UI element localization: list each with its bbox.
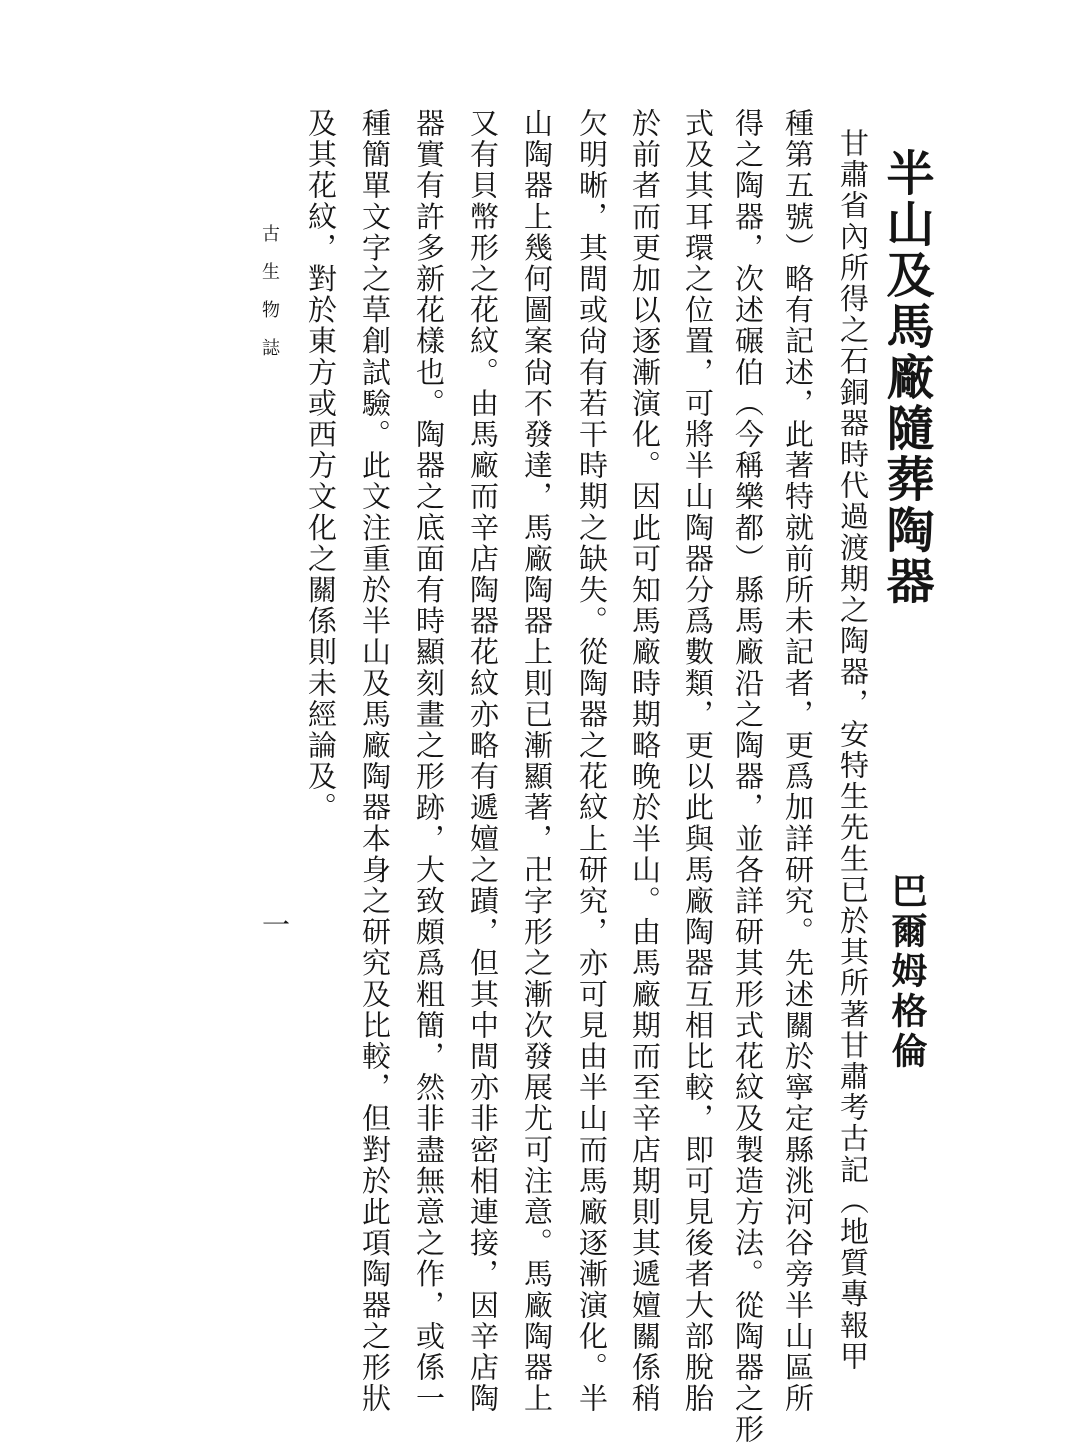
body-line-3: 得之陶器，次述碾伯（今稱樂都）縣馬廠沿之陶器，並各詳研其形式花紋及製造方法。從陶器之形 xyxy=(731,108,765,1445)
body-line-10: 種簡單文字之草創試驗。此文注重於半山及馬廠陶器本身之研究及比較，但對於此項陶器之形狀 xyxy=(358,108,392,1415)
body-line-4: 式及其耳環之位置，可將半山陶器分爲數類，更以此與馬廠陶器互相比較，即可見後者大部脫胎 xyxy=(681,108,715,1415)
body-line-11: 及其花紋，對於東方或西方文化之關係則未經論及。 xyxy=(304,108,338,824)
body-line-7: 山陶器上幾何圖案尙不發達，馬廠陶器上則已漸顯著，卍字形之漸次發展尤可注意。馬廠陶器上 xyxy=(520,108,554,1415)
body-line-9: 器實有許多新花樣也。陶器之底面有時顯刻畫之形跡，大致頗爲粗簡，然非盡無意之作，或係一 xyxy=(412,108,446,1415)
body-line-2: 種第五號）略有記述，此著特就前所未記者，更爲加詳研究。先述關於寧定縣洮河谷旁半山區所 xyxy=(781,108,815,1415)
author-name: 巴爾姆格倫 xyxy=(886,872,928,1072)
body-line-8: 又有貝幣形之花紋。由馬廠而辛店陶器花紋亦略有遞嬗之蹟，但其中間亦非密相連接，因辛店陶 xyxy=(466,108,500,1415)
page-number: 一 xyxy=(258,910,291,938)
journal-name: 古生物誌 xyxy=(259,224,280,376)
article-title: 半山及馬廠隨葬陶器 xyxy=(878,148,934,607)
body-line-6: 欠明晰，其間或尙有若干時期之缺失。從陶器之花紋上研究，亦可見由半山而馬廠逐漸演化。半 xyxy=(575,108,609,1415)
body-line-1: 甘肅省內所得之石銅器時代過渡期之陶器，安特生先生已於其所著甘肅考古記（地質專報甲 xyxy=(836,128,870,1372)
body-line-5: 於前者而更加以逐漸演化。因此可知馬廠時期略晚於半山。由馬廠期而至辛店期則其遞嬗關係稍 xyxy=(628,108,662,1415)
